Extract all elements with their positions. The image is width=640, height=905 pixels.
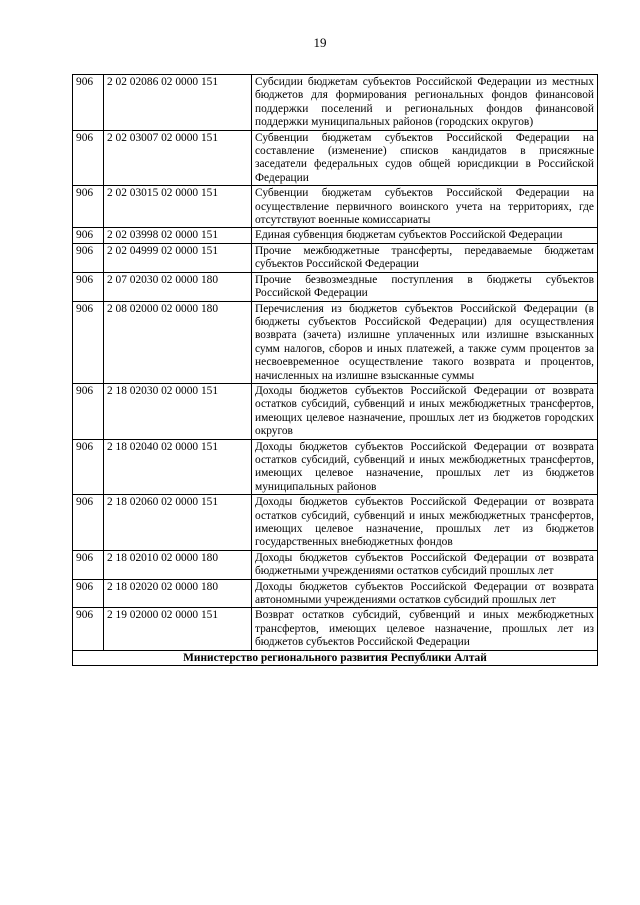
budget-code-cell: 2 18 02060 02 0000 151 — [104, 495, 252, 551]
revenue-name-cell: Доходы бюджетов субъектов Российской Федерации от возврата остатков субсидий, субвенций и иных межбюджетных трансфертов, имеющих целевое назначение, прошлых лет из бюджетов государственных внебюджетных фондов — [252, 495, 598, 551]
admin-code-cell: 906 — [73, 301, 104, 383]
table-row — [73, 243, 598, 272]
budget-code-cell: 2 18 02040 02 0000 151 — [104, 439, 252, 495]
budget-code-cell: 2 02 04999 02 0000 151 — [104, 243, 252, 272]
budget-code-cell: 2 19 02000 02 0000 151 — [104, 608, 252, 650]
budget-code-cell: 2 02 02086 02 0000 151 — [104, 75, 252, 131]
admin-code-cell: 906 — [73, 228, 104, 243]
revenue-codes-table — [72, 74, 598, 666]
table-row — [73, 550, 598, 579]
section-heading: Министерство регионального развития Республики Алтай — [73, 650, 598, 665]
table-row — [73, 579, 598, 608]
admin-code-cell: 906 — [73, 439, 104, 495]
revenue-name-cell: Субсидии бюджетам субъектов Российской Федерации из местных бюджетов для формирования региональных фондов финансовой поддержки поселений и региональных фондов финансовой поддержки муниципальных районов (городских округов) — [252, 75, 598, 131]
admin-code-cell: 906 — [73, 75, 104, 131]
revenue-name-cell: Доходы бюджетов субъектов Российской Федерации от возврата бюджетными учреждениями остатков субсидий прошлых лет — [252, 550, 598, 579]
section-row — [73, 650, 598, 665]
revenue-name-cell: Субвенции бюджетам субъектов Российской Федерации на составление (изменение) списков кандидатов в присяжные заседатели федеральных судов общей юрисдикции в Российской Федерации — [252, 130, 598, 186]
budget-code-cell: 2 18 02020 02 0000 180 — [104, 579, 252, 608]
admin-code-cell: 906 — [73, 186, 104, 228]
table-body — [73, 75, 598, 666]
table-row — [73, 228, 598, 243]
table-row — [73, 130, 598, 186]
budget-code-cell: 2 02 03015 02 0000 151 — [104, 186, 252, 228]
revenue-name-cell: Доходы бюджетов субъектов Российской Федерации от возврата остатков субсидий, субвенций и иных межбюджетных трансфертов, имеющих целевое назначение, прошлых лет из бюджетов муниципальных районов — [252, 439, 598, 495]
revenue-name-cell: Доходы бюджетов субъектов Российской Федерации от возврата остатков субсидий, субвенций и иных межбюджетных трансфертов, имеющих целевое назначение, прошлых лет из бюджетов городских округов — [252, 383, 598, 439]
budget-code-cell: 2 07 02030 02 0000 180 — [104, 272, 252, 301]
revenue-name-cell: Субвенции бюджетам субъектов Российской Федерации на осуществление первичного воинского учета на территориях, где отсутствуют военные комиссариаты — [252, 186, 598, 228]
table-row — [73, 383, 598, 439]
table-row — [73, 186, 598, 228]
admin-code-cell: 906 — [73, 579, 104, 608]
admin-code-cell: 906 — [73, 383, 104, 439]
admin-code-cell: 906 — [73, 243, 104, 272]
table-row — [73, 608, 598, 650]
admin-code-cell: 906 — [73, 550, 104, 579]
admin-code-cell: 906 — [73, 130, 104, 186]
revenue-name-cell: Единая субвенция бюджетам субъектов Российской Федерации — [252, 228, 598, 243]
revenue-name-cell: Доходы бюджетов субъектов Российской Федерации от возврата автономными учреждениями остатков субсидий прошлых лет — [252, 579, 598, 608]
revenue-name-cell: Возврат остатков субсидий, субвенций и иных межбюджетных трансфертов, имеющих целевое назначение, прошлых лет из бюджетов субъектов Российской Федерации — [252, 608, 598, 650]
admin-code-cell: 906 — [73, 608, 104, 650]
table-row — [73, 495, 598, 551]
budget-code-cell: 2 08 02000 02 0000 180 — [104, 301, 252, 383]
table-row — [73, 75, 598, 131]
table-row — [73, 439, 598, 495]
table-row — [73, 272, 598, 301]
budget-code-cell: 2 02 03998 02 0000 151 — [104, 228, 252, 243]
budget-code-cell: 2 02 03007 02 0000 151 — [104, 130, 252, 186]
admin-code-cell: 906 — [73, 272, 104, 301]
budget-code-cell: 2 18 02030 02 0000 151 — [104, 383, 252, 439]
revenue-name-cell: Перечисления из бюджетов субъектов Российской Федерации (в бюджеты субъектов Российской Федерации) для осуществления возврата (зачета) излишне уплаченных или излишне взысканных сумм налогов, сборов и иных платежей, а также сумм процентов за несвоевременное осуществление такого возврата и процентов, начисленных на излишне взысканные суммы — [252, 301, 598, 383]
table-row — [73, 301, 598, 383]
budget-code-cell: 2 18 02010 02 0000 180 — [104, 550, 252, 579]
revenue-name-cell: Прочие межбюджетные трансферты, передаваемые бюджетам субъектов Российской Федерации — [252, 243, 598, 272]
revenue-name-cell: Прочие безвозмездные поступления в бюджеты субъектов Российской Федерации — [252, 272, 598, 301]
page-number: 19 — [313, 35, 327, 50]
admin-code-cell: 906 — [73, 495, 104, 551]
